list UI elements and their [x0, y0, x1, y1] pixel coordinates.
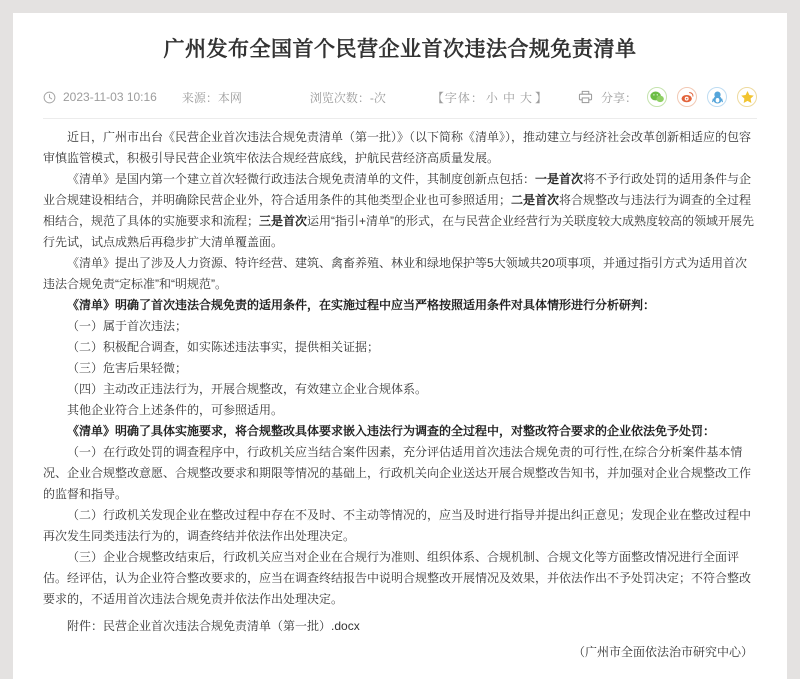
source-label: 来源：	[181, 90, 218, 105]
article-paragraph	[43, 295, 757, 316]
article-text-bold: 《清单》明确了具体实施要求，将合规整改具体要求嵌入违法行为调查的全过程中，对整改符合要求的企业依法免予处罚：	[67, 424, 716, 438]
article-paragraph	[43, 253, 757, 295]
article-text-bold: 二是首次	[511, 193, 560, 207]
article-text: 《清单》提出了涉及人力资源、特许经营、建筑、禽畜养殖、林业和绿地保护等5大领域共20项事项，并通过指引方式为适用首次违法合规免责“定标准”和“明规范”。	[43, 256, 748, 291]
article-card	[13, 13, 787, 679]
article-text: 运用“指引+清单”的形式，在与民营企业经营行为关联度较大成熟度较高的领域开展先行先试，试点成熟后再稳步扩大清单覆盖面。	[43, 214, 755, 249]
article-paragraph	[43, 169, 757, 253]
article-text: （三）企业合规整改结束后，行政机关应当对企业在合规行为准则、组织体系、合规机制、合规文化等方面整改情况进行全面评估。经评估，认为企业符合整改要求的，应当在调查终结报告中说明合规整改开展情况及效果，并依法作出不予处罚决定；不符合整改要求的，不适用首次违法合规免责并依法作出处理决定。	[43, 550, 752, 606]
meta-left	[43, 89, 242, 106]
clock-icon	[43, 91, 56, 104]
source-value: 本网	[217, 90, 242, 105]
meta-divider	[43, 118, 757, 119]
attachment-label: 附件：	[67, 619, 104, 633]
font-size-small[interactable]: 小	[485, 90, 499, 105]
article-text: 将不予行政处罚的适用条件与企业合规建设相结合，并明确除民营企业外，符合适用条件的其他类型企业也可参照适用；	[43, 172, 752, 207]
font-size-large[interactable]: 大	[519, 90, 533, 105]
article-paragraph	[43, 358, 757, 379]
article-text: （二）积极配合调查，如实陈述违法事实，提供相关证据；	[67, 340, 380, 354]
favorite-share-icon[interactable]	[737, 87, 757, 107]
article-paragraph	[43, 547, 757, 610]
article-text: （二）行政机关发现企业在整改过程中存在不及时、不主动等情况的，应当及时进行指导并提出纠正意见；发现企业在整改过程中再次发生同类违法行为的，调查终结并依法作出处理决定。	[43, 508, 752, 543]
article-paragraph	[43, 379, 757, 400]
view-count: 浏览次数：-次	[309, 90, 386, 105]
article-text-bold: 《清单》明确了首次违法合规免责的适用条件，在实施过程中应当严格按照适用条件对具体情形进行分析研判：	[67, 298, 656, 312]
article-body	[43, 127, 757, 610]
article-text: 将合规整改与违法行为调查的全过程相结合，规范了具体的实施要求和流程；	[43, 193, 752, 228]
article-text: （一）属于首次违法；	[67, 319, 188, 333]
article-paragraph	[43, 421, 757, 442]
article-text: （一）在行政处罚的调查程序中，行政机关应当结合案件因素，充分评估适用首次违法合规免责的可行性,在综合分析案件基本情况、企业合规整改意愿、合规整改要求和期限等情况的基础上，行政机关向企业送达开展合规整改告知书，并加强对企业合规整改工作的监督和指导。	[43, 445, 752, 501]
article-paragraph	[43, 442, 757, 505]
font-size-control	[432, 89, 548, 106]
meta-right	[310, 87, 757, 107]
article-paragraph	[43, 127, 757, 169]
article-text: 其他企业符合上述条件的，可参照适用。	[67, 403, 284, 417]
article-text: 《清单》是国内第一个建立首次轻微行政违法合规免责清单的文件，其制度创新点包括：	[67, 172, 536, 186]
article-text: （四）主动改正违法行为，开展合规整改，有效建立企业合规体系。	[67, 382, 428, 396]
source-field	[182, 89, 242, 106]
article-author: （广州市全面依法治市研究中心）	[572, 645, 753, 659]
article-text-bold: 三是首次	[259, 214, 308, 228]
print-icon[interactable]	[578, 90, 593, 104]
wechat-share-icon[interactable]	[647, 87, 667, 107]
article-text-bold: 一是首次	[535, 172, 584, 186]
font-size-medium[interactable]: 中	[502, 90, 516, 105]
weibo-share-icon[interactable]	[677, 87, 697, 107]
font-label-open: 【字体：	[431, 90, 484, 105]
article-paragraph	[43, 400, 757, 421]
article-paragraph	[43, 316, 757, 337]
page-title: 广州发布全国首个民营企业首次违法合规免责清单	[163, 38, 637, 61]
article-text: 近日，广州市出台《民营企业首次违法合规免责清单（第一批）》（以下简称《清单》），推动建立与经济社会改革创新相适应的包容审慎监管模式，积极引导民营企业筑牢依法合规经营底线，护航民营经济高质量发展。	[43, 130, 752, 165]
share-label: 分享：	[600, 90, 637, 105]
publish-date: 2023-11-03 10:16	[63, 90, 157, 104]
attachment-line	[43, 616, 757, 637]
font-label-close: 】	[534, 90, 548, 105]
meta-bar	[43, 87, 757, 107]
qq-share-icon[interactable]	[707, 87, 727, 107]
article-text: （三）危害后果轻微；	[67, 361, 188, 375]
article-paragraph	[43, 505, 757, 547]
attachment-file-link[interactable]: 民营企业首次违法合规免责清单（第一批）.docx	[103, 619, 360, 633]
article-paragraph	[43, 337, 757, 358]
